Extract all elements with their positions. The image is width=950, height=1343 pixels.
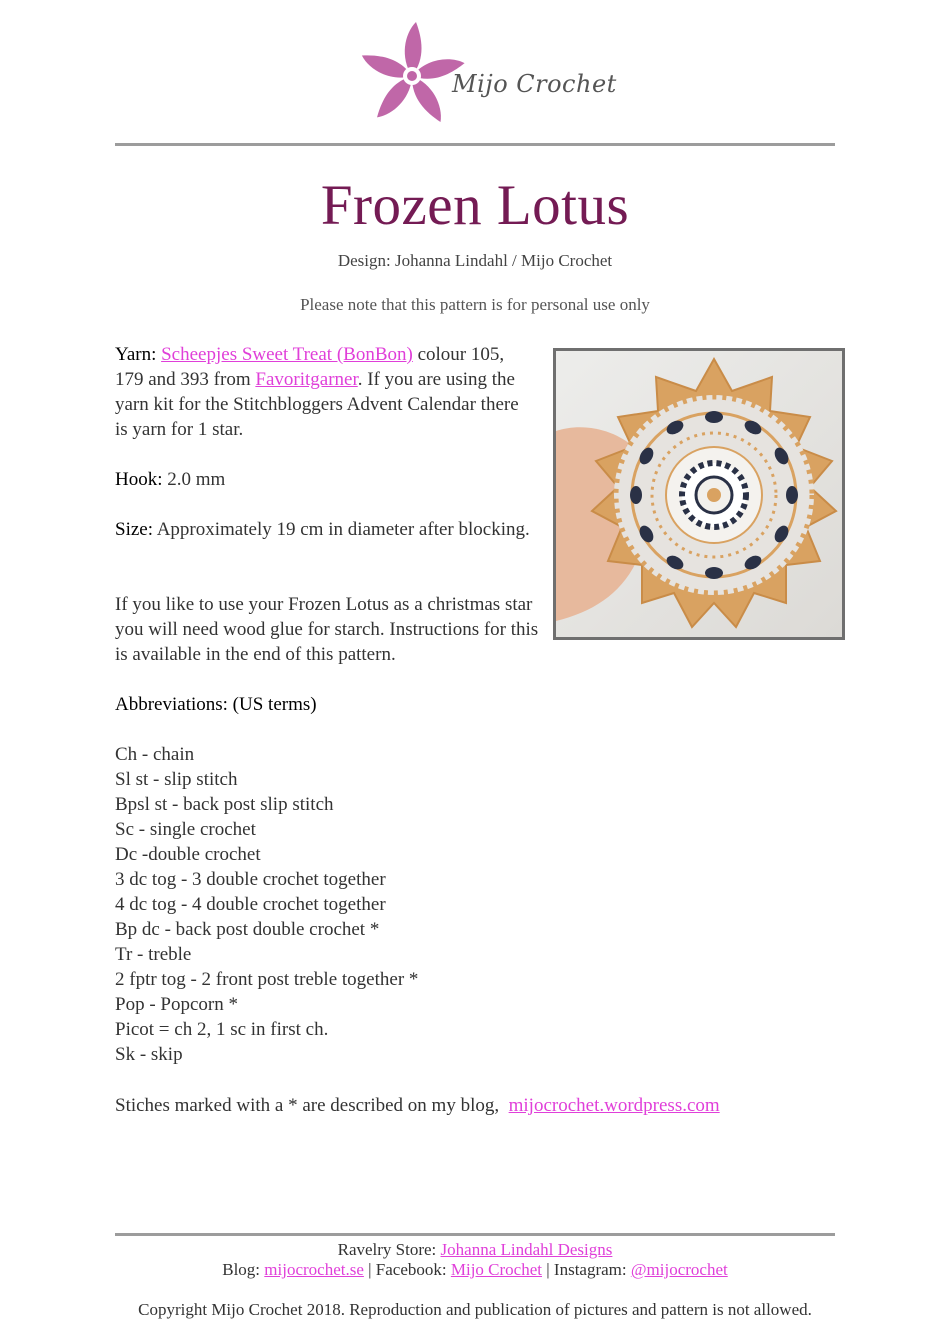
hook-paragraph <box>115 467 225 492</box>
list-item: Bp dc - back post double crochet * <box>115 919 380 940</box>
list-item: Ch - chain <box>115 744 195 765</box>
stitches-note-text: Stiches marked with a * are described on my blog, <box>115 1095 509 1116</box>
size-label: Size: <box>115 519 153 540</box>
ravelry-store-link[interactable]: Johanna Lindahl Designs <box>440 1240 613 1259</box>
ravelry-label: Ravelry Store: <box>337 1240 441 1259</box>
design-credit: Design: Johanna Lindahl / Mijo Crochet <box>337 251 613 270</box>
footer-divider <box>115 1233 835 1236</box>
instagram-label: | Instagram: <box>542 1260 631 1279</box>
yarn-label: Yarn: <box>115 344 157 365</box>
yarn-text-1: colour 105, 179 and 393 from <box>115 344 505 390</box>
crochet-star-image <box>556 351 842 637</box>
instagram-link[interactable]: @mijocrochet <box>630 1260 728 1279</box>
footer-social <box>0 1260 950 1280</box>
abbreviations-title: Abbreviations: (US terms) <box>115 694 317 715</box>
product-photo <box>553 348 845 640</box>
yarn-product-link[interactable]: Scheepjes Sweet Treat (BonBon) <box>161 344 413 365</box>
list-item: 2 fptr tog - 2 front post treble together * <box>115 969 419 990</box>
abbreviations-list <box>115 742 418 1067</box>
size-value: Approximately 19 cm in diameter after blocking. <box>153 519 530 540</box>
facebook-link[interactable]: Mijo Crochet <box>450 1260 543 1279</box>
size-paragraph <box>115 517 535 542</box>
brand-name: Mijo Crochet <box>452 70 617 98</box>
usage-note: Please note that this pattern is for personal use only <box>300 295 650 314</box>
blog-link[interactable]: mijocrochet.se <box>264 1260 364 1279</box>
hook-label: Hook: <box>115 469 163 490</box>
brand-logo <box>360 18 617 133</box>
list-item: 3 dc tog - 3 double crochet together <box>115 869 386 890</box>
list-item: 4 dc tog - 4 double crochet together <box>115 894 386 915</box>
star-note: If you like to use your Frozen Lotus as a christmas star you will need wood glue for starch. Instructions for this is available in the end of this pattern. <box>115 594 539 665</box>
blog-url-link[interactable]: mijocrochet.wordpress.com <box>508 1095 720 1116</box>
facebook-label: | Facebook: <box>363 1260 451 1279</box>
yarn-paragraph <box>115 342 535 442</box>
copyright: Copyright Mijo Crochet 2018. Reproduction and publication of pictures and pattern is not allowed. <box>138 1300 812 1319</box>
hook-value: 2.0 mm <box>162 469 226 490</box>
footer-ravelry <box>0 1240 950 1260</box>
list-item: Sl st - slip stitch <box>115 769 238 790</box>
list-item: Pop - Popcorn * <box>115 994 238 1015</box>
list-item: Tr - treble <box>115 944 192 965</box>
list-item: Dc -double crochet <box>115 844 261 865</box>
list-item: Bpsl st - back post slip stitch <box>115 794 334 815</box>
page-title: Frozen Lotus <box>320 174 630 237</box>
list-item: Sc - single crochet <box>115 819 256 840</box>
shop-link[interactable]: Favoritgarner <box>255 369 358 390</box>
yarn-text-2: . If you are using the yarn kit for the Stitchbloggers Advent Calendar there is yarn for 1 star. <box>115 369 519 440</box>
stitches-note <box>115 1093 720 1118</box>
list-item: Picot = ch 2, 1 sc in first ch. <box>115 1019 329 1040</box>
blog-label: Blog: <box>222 1260 265 1279</box>
header-divider <box>115 143 835 146</box>
list-item: Sk - skip <box>115 1044 183 1065</box>
